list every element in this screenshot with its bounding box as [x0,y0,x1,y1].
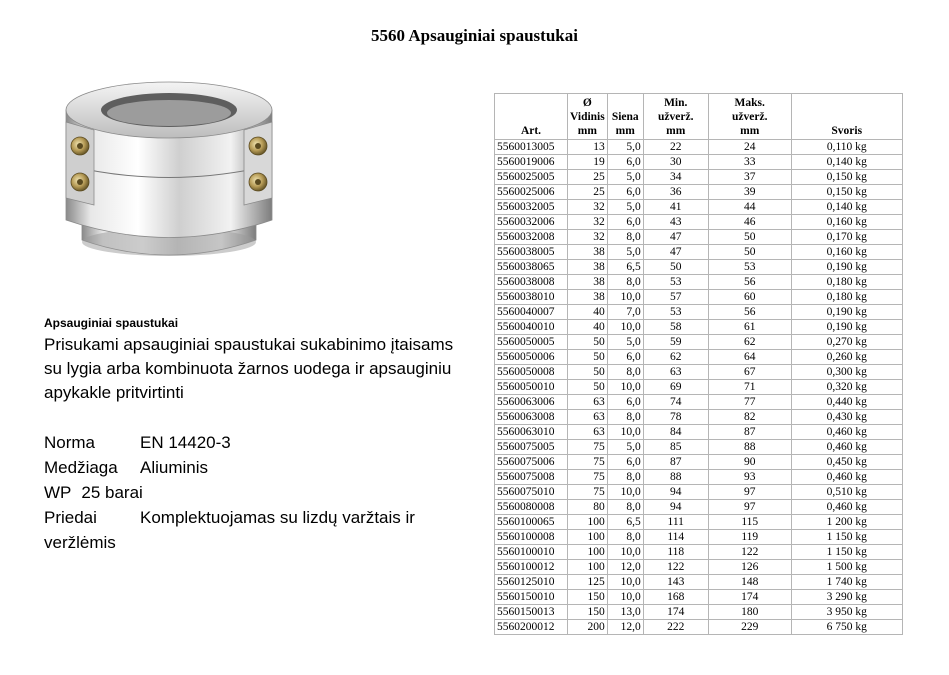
table-row [495,365,903,380]
spec-priedai-value: Komplektuojamas su lizdų varžtais ir veržlėmis [44,508,415,552]
cell-siena: 8,0 [607,410,643,425]
cell-siena: 5,0 [607,335,643,350]
cell-vidinis: 75 [568,455,608,470]
table-row [495,275,903,290]
cell-vidinis: 100 [568,545,608,560]
table-row [495,260,903,275]
cell-siena: 10,0 [607,590,643,605]
cell-svoris: 0,430 kg [791,410,902,425]
cell-max: 61 [708,320,791,335]
cell-min: 47 [643,230,708,245]
cell-siena: 6,0 [607,350,643,365]
cell-vidinis: 100 [568,560,608,575]
cell-siena: 12,0 [607,620,643,635]
cell-svoris: 0,110 kg [791,140,902,155]
cell-art: 5560075010 [495,485,568,500]
cell-svoris: 0,260 kg [791,350,902,365]
cell-svoris: 3 290 kg [791,590,902,605]
cell-min: 222 [643,620,708,635]
cell-max: 229 [708,620,791,635]
cell-art: 5560013005 [495,140,568,155]
cell-art: 5560050005 [495,335,568,350]
cell-art: 5560063010 [495,425,568,440]
cell-siena: 7,0 [607,305,643,320]
cell-siena: 13,0 [607,605,643,620]
cell-min: 53 [643,305,708,320]
cell-siena: 5,0 [607,170,643,185]
header-art: Art. [495,94,568,140]
cell-max: 56 [708,305,791,320]
cell-max: 64 [708,350,791,365]
table-row [495,170,903,185]
cell-siena: 10,0 [607,485,643,500]
product-image [44,70,294,280]
cell-siena: 12,0 [607,560,643,575]
cell-art: 5560025006 [495,185,568,200]
spec-wp-value: 25 barai [81,483,143,502]
cell-svoris: 0,300 kg [791,365,902,380]
spec-norma-value: EN 14420-3 [140,433,231,452]
cell-svoris: 0,140 kg [791,155,902,170]
page-title: 5560 Apsauginiai spaustukai [371,26,578,45]
cell-min: 118 [643,545,708,560]
cell-art: 5560100065 [495,515,568,530]
table-row [495,395,903,410]
cell-svoris: 0,320 kg [791,380,902,395]
cell-vidinis: 125 [568,575,608,590]
cell-min: 58 [643,320,708,335]
cell-max: 115 [708,515,791,530]
cell-vidinis: 32 [568,230,608,245]
cell-min: 30 [643,155,708,170]
cell-siena: 10,0 [607,575,643,590]
spec-medziaga-value: Aliuminis [140,458,209,477]
cell-min: 22 [643,140,708,155]
cell-art: 5560038010 [495,290,568,305]
table-row [495,440,903,455]
cell-min: 168 [643,590,708,605]
cell-max: 82 [708,410,791,425]
table-row [495,410,903,425]
table-row [495,320,903,335]
cell-art: 5560032006 [495,215,568,230]
description-block [44,316,464,555]
cell-min: 69 [643,380,708,395]
cell-vidinis: 38 [568,275,608,290]
cell-art: 5560032005 [495,200,568,215]
cell-siena: 10,0 [607,545,643,560]
cell-svoris: 0,450 kg [791,455,902,470]
product-table [494,93,903,635]
cell-art: 5560050006 [495,350,568,365]
cell-max: 119 [708,530,791,545]
cell-svoris: 0,460 kg [791,440,902,455]
table-row [495,185,903,200]
header-svoris: Svoris [791,94,902,140]
table-row [495,155,903,170]
cell-max: 87 [708,425,791,440]
cell-vidinis: 32 [568,215,608,230]
table-row [495,455,903,470]
cell-min: 57 [643,290,708,305]
cell-max: 180 [708,605,791,620]
cell-siena: 5,0 [607,140,643,155]
cell-min: 41 [643,200,708,215]
header-min: Min. užverž. mm [643,94,708,140]
cell-siena: 10,0 [607,320,643,335]
cell-min: 47 [643,245,708,260]
cell-art: 5560038008 [495,275,568,290]
cell-vidinis: 25 [568,170,608,185]
cell-max: 71 [708,380,791,395]
cell-siena: 8,0 [607,500,643,515]
cell-max: 50 [708,230,791,245]
cell-siena: 6,0 [607,185,643,200]
cell-svoris: 1 150 kg [791,545,902,560]
cell-svoris: 1 740 kg [791,575,902,590]
cell-min: 36 [643,185,708,200]
cell-siena: 8,0 [607,365,643,380]
table-row [495,485,903,500]
cell-svoris: 0,160 kg [791,245,902,260]
cell-min: 34 [643,170,708,185]
cell-svoris: 0,190 kg [791,260,902,275]
description-text: Prisukami apsauginiai spaustukai sukabinimo įtaisams su lygia arba kombinuota žarnos uodega ir apsauginiu apykakle pritvirtinti [44,335,454,402]
cell-art: 5560100010 [495,545,568,560]
cell-max: 62 [708,335,791,350]
cell-max: 33 [708,155,791,170]
cell-max: 60 [708,290,791,305]
table-row [495,230,903,245]
cell-vidinis: 38 [568,245,608,260]
cell-vidinis: 50 [568,335,608,350]
cell-min: 87 [643,455,708,470]
cell-art: 5560038005 [495,245,568,260]
clamp-illustration [44,70,294,280]
cell-siena: 5,0 [607,440,643,455]
cell-svoris: 0,190 kg [791,305,902,320]
cell-vidinis: 40 [568,320,608,335]
cell-max: 53 [708,260,791,275]
cell-max: 24 [708,140,791,155]
cell-art: 5560150010 [495,590,568,605]
cell-min: 84 [643,425,708,440]
cell-vidinis: 75 [568,440,608,455]
cell-vidinis: 50 [568,350,608,365]
cell-art: 5560040010 [495,320,568,335]
cell-art: 5560040007 [495,305,568,320]
cell-svoris: 1 500 kg [791,560,902,575]
cell-siena: 6,5 [607,260,643,275]
product-table-wrap [494,93,903,635]
cell-svoris: 0,510 kg [791,485,902,500]
cell-max: 122 [708,545,791,560]
spec-priedai-label: Priedai [44,508,97,527]
cell-vidinis: 75 [568,485,608,500]
cell-vidinis: 150 [568,590,608,605]
cell-min: 53 [643,275,708,290]
cell-art: 5560063008 [495,410,568,425]
cell-siena: 8,0 [607,470,643,485]
cell-art: 5560032008 [495,230,568,245]
cell-min: 85 [643,440,708,455]
specs-list [44,430,464,555]
cell-art: 5560125010 [495,575,568,590]
cell-min: 43 [643,215,708,230]
table-row [495,590,903,605]
cell-vidinis: 50 [568,380,608,395]
table-row [495,545,903,560]
table-row [495,605,903,620]
cell-svoris: 0,180 kg [791,275,902,290]
cell-siena: 6,0 [607,395,643,410]
cell-siena: 10,0 [607,290,643,305]
cell-max: 90 [708,455,791,470]
header-vidinis: Ø Vidinis mm [568,94,608,140]
table-row [495,530,903,545]
cell-art: 5560100008 [495,530,568,545]
cell-art: 5560075005 [495,440,568,455]
cell-svoris: 0,150 kg [791,170,902,185]
cell-max: 126 [708,560,791,575]
spec-wp [44,480,464,505]
cell-siena: 10,0 [607,380,643,395]
cell-min: 63 [643,365,708,380]
cell-siena: 6,0 [607,215,643,230]
cell-siena: 6,5 [607,515,643,530]
cell-vidinis: 75 [568,470,608,485]
cell-max: 56 [708,275,791,290]
cell-vidinis: 38 [568,290,608,305]
cell-max: 37 [708,170,791,185]
cell-art: 5560100012 [495,560,568,575]
cell-art: 5560075006 [495,455,568,470]
spec-priedai [44,505,464,555]
cell-svoris: 0,180 kg [791,290,902,305]
cell-svoris: 6 750 kg [791,620,902,635]
cell-art: 5560025005 [495,170,568,185]
cell-vidinis: 63 [568,425,608,440]
cell-svoris: 3 950 kg [791,605,902,620]
cell-art: 5560063006 [495,395,568,410]
cell-min: 143 [643,575,708,590]
table-row [495,380,903,395]
header-siena: Siena mm [607,94,643,140]
cell-svoris: 0,460 kg [791,470,902,485]
cell-art: 5560075008 [495,470,568,485]
table-row [495,425,903,440]
table-row [495,515,903,530]
spec-norma [44,430,464,455]
cell-min: 111 [643,515,708,530]
cell-max: 46 [708,215,791,230]
table-row [495,245,903,260]
cell-art: 5560038065 [495,260,568,275]
cell-vidinis: 63 [568,410,608,425]
cell-min: 78 [643,410,708,425]
table-row [495,305,903,320]
table-row [495,575,903,590]
cell-svoris: 0,190 kg [791,320,902,335]
cell-siena: 10,0 [607,425,643,440]
cell-siena: 6,0 [607,155,643,170]
cell-siena: 8,0 [607,230,643,245]
cell-art: 5560019006 [495,155,568,170]
cell-svoris: 0,140 kg [791,200,902,215]
table-row [495,215,903,230]
cell-min: 74 [643,395,708,410]
cell-art: 5560200012 [495,620,568,635]
cell-min: 88 [643,470,708,485]
spec-wp-label: WP [44,483,72,502]
table-row [495,470,903,485]
cell-svoris: 0,460 kg [791,425,902,440]
cell-max: 97 [708,500,791,515]
cell-svoris: 1 150 kg [791,530,902,545]
cell-art: 5560150013 [495,605,568,620]
table-row [495,140,903,155]
cell-svoris: 0,460 kg [791,500,902,515]
cell-svoris: 0,150 kg [791,185,902,200]
cell-min: 62 [643,350,708,365]
cell-max: 88 [708,440,791,455]
cell-vidinis: 40 [568,305,608,320]
cell-max: 97 [708,485,791,500]
cell-vidinis: 32 [568,200,608,215]
table-row [495,290,903,305]
table-row [495,200,903,215]
cell-vidinis: 50 [568,365,608,380]
cell-min: 114 [643,530,708,545]
table-header-row [495,94,903,140]
cell-min: 59 [643,335,708,350]
cell-min: 122 [643,560,708,575]
cell-svoris: 0,270 kg [791,335,902,350]
cell-svoris: 0,170 kg [791,230,902,245]
table-row [495,500,903,515]
cell-siena: 8,0 [607,275,643,290]
cell-min: 94 [643,485,708,500]
cell-max: 67 [708,365,791,380]
cell-min: 94 [643,500,708,515]
cell-min: 174 [643,605,708,620]
cell-max: 50 [708,245,791,260]
description-heading: Apsauginiai spaustukai [44,316,179,330]
cell-art: 5560050008 [495,365,568,380]
cell-min: 50 [643,260,708,275]
table-row [495,335,903,350]
cell-siena: 8,0 [607,530,643,545]
table-body [495,140,903,635]
spec-norma-label: Norma [44,433,96,452]
table-row [495,560,903,575]
cell-max: 174 [708,590,791,605]
cell-max: 39 [708,185,791,200]
spec-medziaga [44,455,464,480]
cell-siena: 6,0 [607,455,643,470]
cell-svoris: 0,440 kg [791,395,902,410]
cell-vidinis: 150 [568,605,608,620]
cell-vidinis: 100 [568,530,608,545]
cell-vidinis: 100 [568,515,608,530]
cell-max: 93 [708,470,791,485]
cell-vidinis: 63 [568,395,608,410]
cell-svoris: 0,160 kg [791,215,902,230]
cell-siena: 5,0 [607,245,643,260]
cell-max: 44 [708,200,791,215]
cell-vidinis: 38 [568,260,608,275]
cell-vidinis: 200 [568,620,608,635]
cell-vidinis: 19 [568,155,608,170]
table-row [495,350,903,365]
cell-art: 5560050010 [495,380,568,395]
table-row [495,620,903,635]
cell-art: 5560080008 [495,500,568,515]
cell-max: 148 [708,575,791,590]
cell-siena: 5,0 [607,200,643,215]
cell-max: 77 [708,395,791,410]
spec-medziaga-label: Medžiaga [44,458,118,477]
header-max: Maks. užverž. mm [708,94,791,140]
cell-vidinis: 13 [568,140,608,155]
cell-svoris: 1 200 kg [791,515,902,530]
cell-vidinis: 25 [568,185,608,200]
cell-vidinis: 80 [568,500,608,515]
